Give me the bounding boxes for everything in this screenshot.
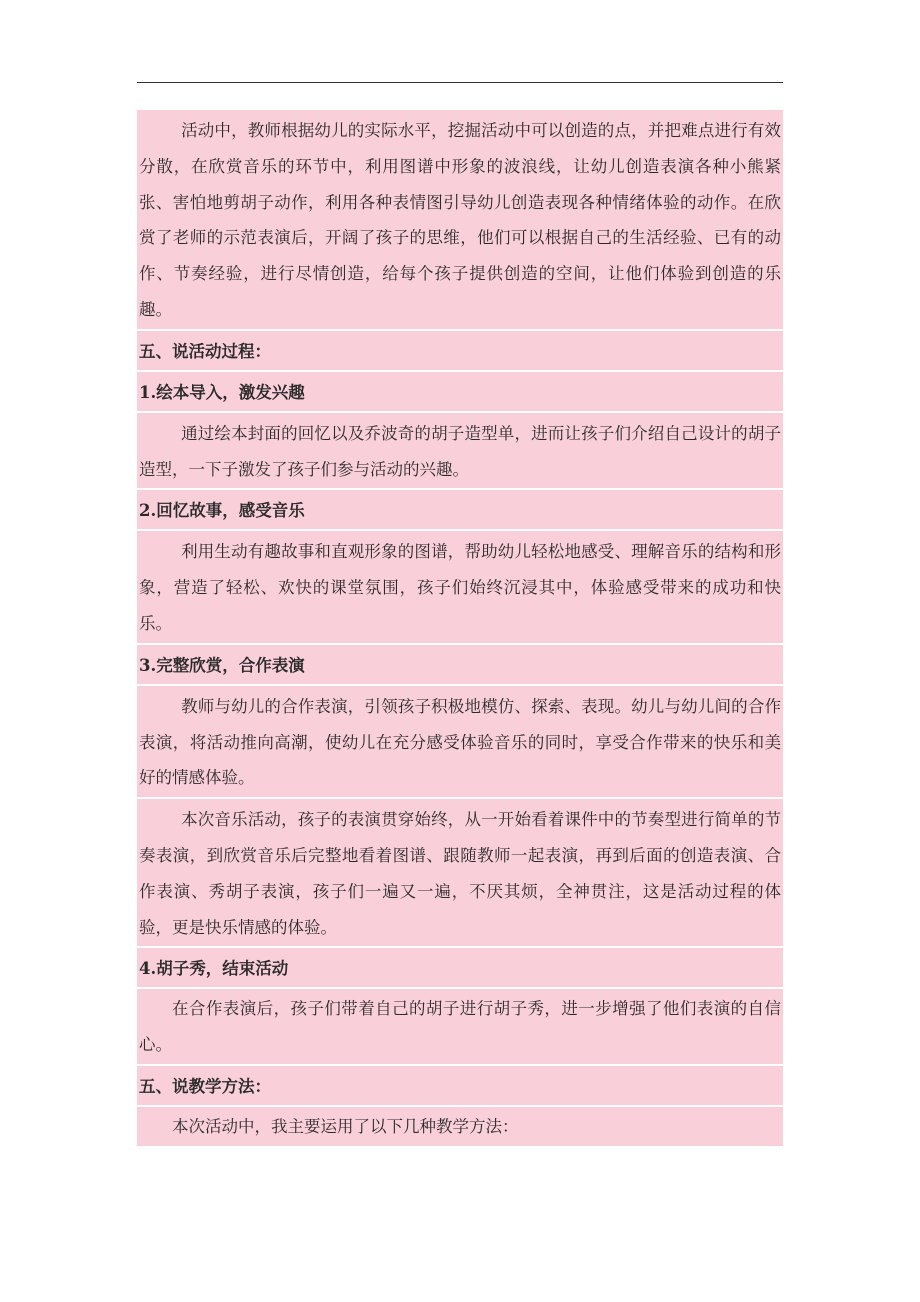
- paragraph-step-4: 在合作表演后，孩子们带着自己的胡子进行胡子秀，进一步增强了他们表演的自信心。: [137, 989, 783, 1064]
- paragraph-step-2: 利用生动有趣故事和直观形象的图谱，帮助幼儿轻松地感受、理解音乐的结构和形象，营造了轻松、欢快的课堂氛围，孩子们始终沉浸其中，体验感受带来的成功和快乐。: [137, 531, 783, 642]
- step-heading-1: 1.绘本导入，激发兴趣: [137, 372, 783, 411]
- section-heading-activity-process: 五、说活动过程：: [137, 331, 783, 370]
- paragraph-step-1: 通过绘本封面的回忆以及乔波奇的胡子造型单，进而让孩子们介绍自己设计的胡子造型，一下子激发了孩子们参与活动的兴趣。: [137, 413, 783, 489]
- header-rule: [137, 82, 783, 83]
- section-heading-teaching-methods: 五、说教学方法：: [137, 1066, 783, 1105]
- paragraph-performance-summary: 本次音乐活动，孩子的表演贯穿始终，从一开始看着课件中的节奏型进行简单的节奏表演，到欣赏音乐后完整地看着图谱、跟随教师一起表演，再到后面的创造表演、合作表演、秀胡子表演，孩子们一遍又一遍，不厌其烦，全神贯注，这是活动过程的体验，更是快乐情感的体验。: [137, 799, 783, 946]
- step-heading-4: 4.胡子秀，结束活动: [137, 948, 783, 987]
- paragraph-teaching-methods-intro: 本次活动中，我主要运用了以下几种教学方法：: [137, 1107, 783, 1146]
- step-heading-2: 2.回忆故事，感受音乐: [137, 490, 783, 529]
- document-body: [137, 110, 783, 1148]
- step-heading-3: 3.完整欣赏，合作表演: [137, 645, 783, 684]
- paragraph-step-3: 教师与幼儿的合作表演，引领孩子积极地模仿、探索、表现。幼儿与幼儿间的合作表演，将活动推向高潮，使幼儿在充分感受体验音乐的同时，享受合作带来的快乐和美好的情感体验。: [137, 686, 783, 797]
- paragraph-creative-points: 活动中，教师根据幼儿的实际水平，挖掘活动中可以创造的点，并把难点进行有效分散，在欣赏音乐的环节中，利用图谱中形象的波浪线，让幼儿创造表演各种小熊紧张、害怕地剪胡子动作，利用各种表情图引导幼儿创造表现各种情绪体验的动作。在欣赏了老师的示范表演后，开阔了孩子的思维，他们可以根据自己的生活经验、已有的动作、节奏经验，进行尽情创造，给每个孩子提供创造的空间，让他们体验到创造的乐趣。: [137, 110, 783, 329]
